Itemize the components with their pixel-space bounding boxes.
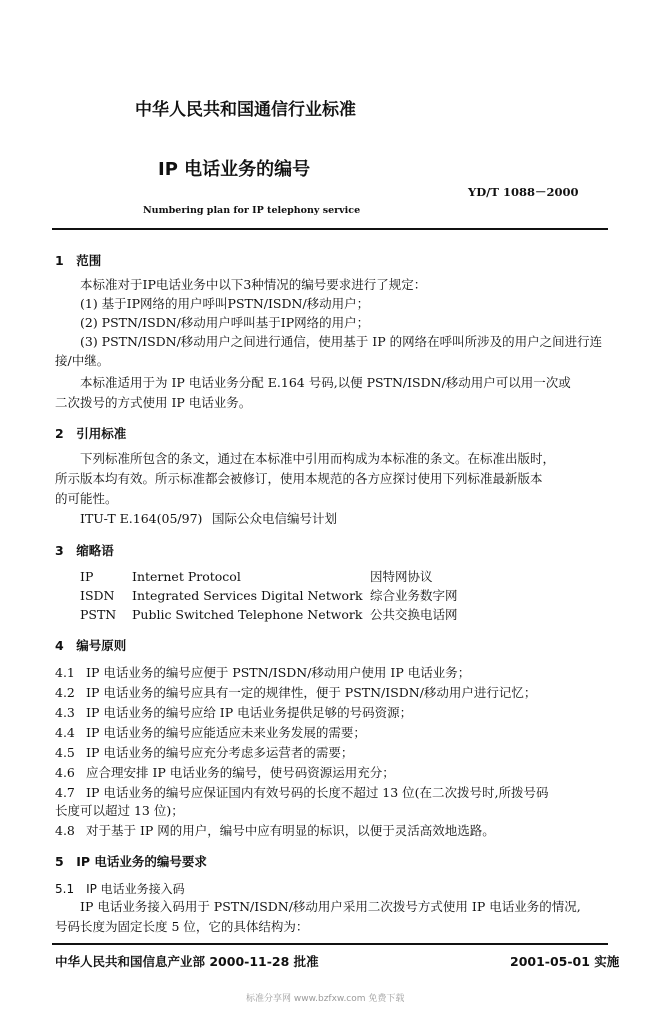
- abbr-isdn-chinese: 综合业务数字网: [370, 588, 458, 603]
- header-divider: [52, 228, 608, 230]
- principle-number: 4.1: [55, 665, 75, 680]
- principle-text: 应合理安排 IP 电话业务的编号，使号码资源运用充分；: [86, 765, 395, 780]
- principle-text: IP 电话业务的编号应能适应未来业务发展的需要；: [86, 725, 366, 740]
- principle-text: IP 电话业务的编号应保证国内有效号码的长度不超过 13 位(在二次拨号时,所拨号码: [86, 785, 549, 800]
- abbr-ip-english: Internet Protocol: [132, 569, 241, 584]
- principle-text: 对于基于 IP 网的用户，编号中应有明显的标识，以便于灵活高效地选路。: [86, 823, 495, 838]
- section-2-heading: 2 引用标准: [55, 426, 127, 441]
- document-title: IP 电话业务的编号: [158, 159, 311, 180]
- principle-number: 4.6: [55, 765, 75, 780]
- section-1-item-2: (2) PSTN/ISDN/移动用户呼叫基于IP网络的用户；: [80, 315, 370, 330]
- section-5-1-line2: 号码长度为固定长度 5 位，它的具体结构为：: [55, 919, 309, 934]
- abbr-isdn-english: Integrated Services Digital Network: [132, 588, 363, 603]
- principle-text-continued: 长度可以超过 13 位)；: [55, 803, 184, 818]
- section-5-1-line1: IP 电话业务接入码用于 PSTN/ISDN/移动用户采用二次拨号方式使用 IP 电话业务的情况,: [80, 899, 581, 914]
- footer-divider: [52, 943, 608, 945]
- effective-date: 2001-05-01 实施: [510, 954, 620, 969]
- principle-number: 4.5: [55, 745, 75, 760]
- reference-code: ITU-T E.164(05/97): [80, 511, 203, 526]
- standard-code: YD/T 1088－2000: [468, 185, 579, 199]
- section-2-line1: 下列标准所包含的条文，通过在本标准中引用而构成为本标准的条文。在标准出版时，: [80, 451, 556, 466]
- section-4-heading: 4 编号原则: [55, 638, 127, 653]
- section-1-para2-line2: 二次拨号的方式使用 IP 电话业务。: [55, 395, 252, 410]
- principle-text: IP 电话业务的编号应便于 PSTN/ISDN/移动用户使用 IP 电话业务；: [86, 665, 471, 680]
- reference-title: 国际公众电信编号计划: [212, 511, 338, 526]
- section-1-item-3: (3) PSTN/ISDN/移动用户之间进行通信，使用基于 IP 的网络在呼叫所涉及的用户之间进行连: [80, 334, 603, 349]
- section-1-para2-line1: 本标准适用于为 IP 电话业务分配 E.164 号码,以便 PSTN/ISDN/移动用户可以用一次或: [80, 375, 571, 390]
- principle-text: IP 电话业务的编号应给 IP 电话业务提供足够的号码资源；: [86, 705, 413, 720]
- principle-text: IP 电话业务的编号应充分考虑多运营者的需要；: [86, 745, 354, 760]
- section-3-heading: 3 缩略语: [55, 543, 114, 558]
- english-title: Numbering plan for IP telephony service: [143, 205, 361, 216]
- section-2-line2: 所示版本均有效。所示标准都会被修订，使用本规范的各方应探讨使用下列标准最新版本: [55, 471, 543, 486]
- abbr-isdn: ISDN: [80, 588, 115, 603]
- abbr-pstn: PSTN: [80, 607, 117, 622]
- principle-number: 4.7: [55, 785, 75, 800]
- principle-number: 4.3: [55, 705, 75, 720]
- section-1-item-3-cont: 接/中继。: [55, 353, 110, 368]
- abbr-ip-chinese: 因特网协议: [370, 569, 433, 584]
- section-1-intro: 本标准对于IP电话业务中以下3种情况的编号要求进行了规定：: [80, 277, 427, 292]
- principle-number: 4.8: [55, 823, 75, 838]
- abbr-pstn-english: Public Switched Telephone Network: [132, 607, 363, 622]
- abbr-pstn-chinese: 公共交换电话网: [370, 607, 458, 622]
- section-1-heading: 1 范围: [55, 253, 102, 268]
- abbr-ip: IP: [80, 569, 94, 584]
- principle-number: 4.4: [55, 725, 75, 740]
- section-1-item-1: (1) 基于IP网络的用户呼叫PSTN/ISDN/移动用户；: [80, 296, 370, 311]
- section-5-heading: 5 IP 电话业务的编号要求: [55, 854, 207, 869]
- watermark: 标准分享网 www.bzfxw.com 免费下载: [246, 994, 405, 1004]
- principle-text: IP 电话业务的编号应具有一定的规律性，便于 PSTN/ISDN/移动用户进行记忆；: [86, 685, 537, 700]
- section-2-line3: 的可能性。: [55, 491, 118, 506]
- section-5-1-heading: 5.1 IP 电话业务接入码: [55, 882, 185, 896]
- issuing-organization: 中华人民共和国通信行业标准: [135, 100, 356, 120]
- approval-line: 中华人民共和国信息产业部 2000-11-28 批准: [55, 954, 319, 969]
- principle-number: 4.2: [55, 685, 75, 700]
